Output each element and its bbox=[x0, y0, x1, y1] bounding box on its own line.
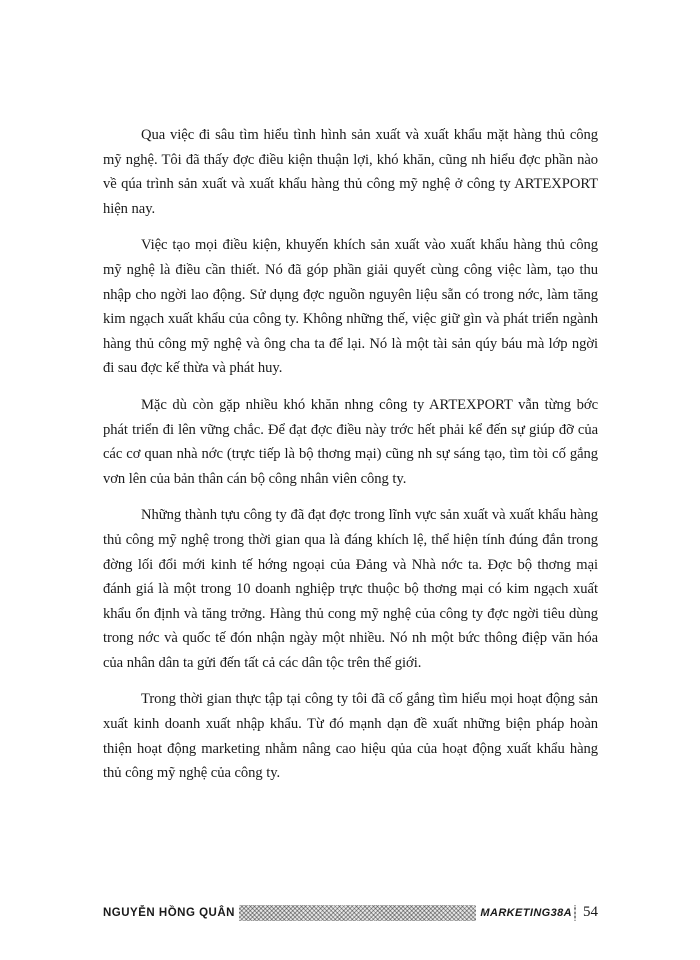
page-number: 54 bbox=[583, 904, 598, 920]
paragraph-3: Mặc dù còn gặp nhiều khó khăn nhng công ty ARTEXPORT vẫn từng bớc phát triển đi lên vững chắc. Để đạt đợc điều này trớc hết phải kể đến sự giúp đỡ của các cơ quan nhà nớc (trực tiếp là bộ thơng mại) cũng nh sự sáng tạo, tìm tòi cố gắng vơn lên của bản thân cán bộ công nhân viên công ty. bbox=[103, 396, 598, 487]
paragraph-2: Việc tạo mọi điều kiện, khuyến khích sản xuất vào xuất khẩu hàng thủ công mỹ nghệ là điều cần thiết. Nó đã góp phần giải quyết cùng công việc làm, tạo thu nhập cho ngời lao động. Sử dụng đợc nguồn nguyên liệu sẵn có trong nớc, làm tăng kim ngạch xuất khẩu của công ty. Không những thế, việc giữ gìn và phát triển ngành hàng thủ công mỹ nghệ và ông cha ta để lại. Nó là một tài sản qúy báu mà lớp ngời đi sau đợc kế thừa và phát huy. bbox=[103, 237, 598, 377]
paragraph-5: Trong thời gian thực tập tại công ty tôi đã cố gắng tìm hiểu mọi hoạt động sản xuất kinh doanh xuất nhập khẩu. Từ đó mạnh dạn đề xuất những biện pháp hoàn thiện hoạt động marketing nhằm nâng cao hiệu qủa của hoạt động xuất khẩu hàng thủ công mỹ nghệ của công ty. bbox=[103, 691, 598, 782]
paragraph-4: Những thành tựu công ty đã đạt đợc trong lĩnh vực sản xuất và xuất khẩu hàng thủ công mỹ nghệ trong thời gian qua là đáng khích lệ, thể hiện tính đúng đắn trong đờng lối đổi mới kinh tế hớng ngoại của Đảng và Nhà nớc ta. Đợc bộ thơng mại đánh giá là một trong 10 doanh nghiệp trực thuộc bộ thơng mại có kim ngạch xuất khẩu ổn định và tăng trởng. Hàng thủ cong mỹ nghệ của công ty đợc ngời tiêu dùng trong nớc và quốc tế đón nhận ngày một nhiều. Nó nh một bức thông điệp văn hóa của nhân dân ta gửi đến tất cả các dân tộc trên thế giới. bbox=[103, 507, 598, 671]
page-footer bbox=[103, 899, 598, 925]
paragraph-1: Qua việc đi sâu tìm hiểu tình hình sản xuất và xuất khẩu mặt hàng thủ công mỹ nghệ. Tôi đã thấy đợc điều kiện thuận lợi, khó khăn, cũng nh hiểu đợc phần nào về qúa trình sản xuất và xuất khẩu hàng thủ công mỹ nghệ ở công ty ARTEXPORT hiện nay. bbox=[103, 127, 598, 217]
footer-author: NGUYỄN HỒNG QUÂN bbox=[103, 905, 239, 921]
document-body bbox=[103, 123, 598, 798]
footer-course: MARKETING38A bbox=[476, 905, 574, 921]
